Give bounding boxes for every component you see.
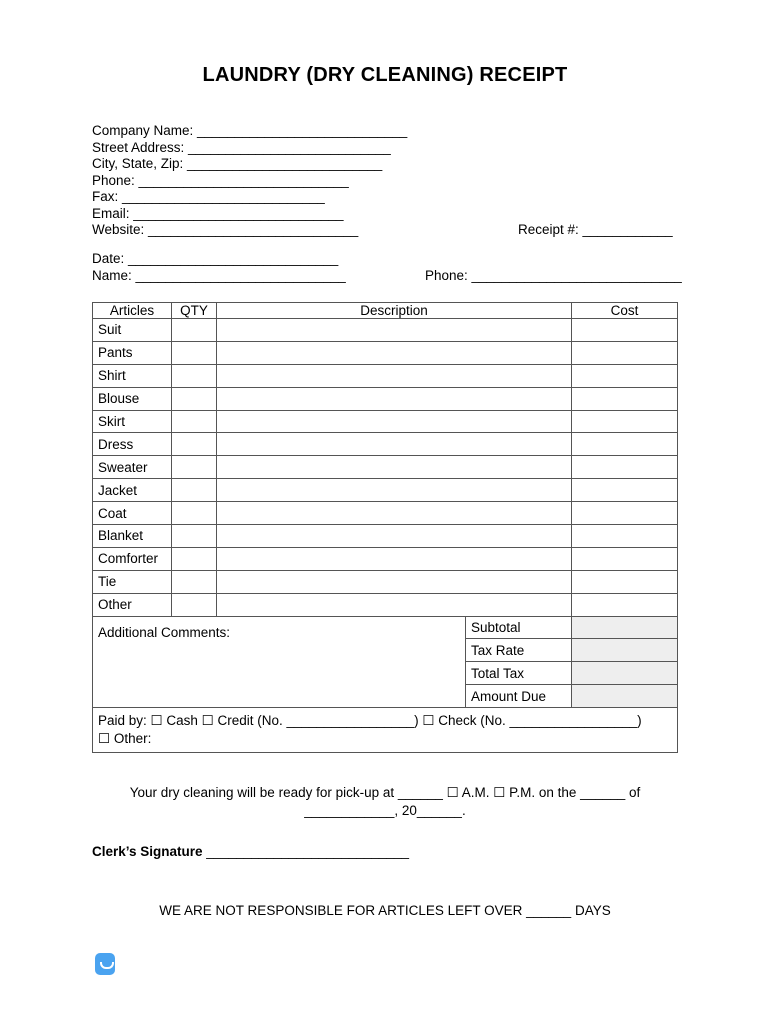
pickup-line-1: Your dry cleaning will be ready for pick-up at ______ ☐ A.M. ☐ P.M. on the ______ of [129, 785, 641, 800]
table-row [93, 433, 678, 456]
subtotal-value[interactable] [572, 616, 678, 639]
cost-cell[interactable] [572, 341, 678, 364]
qty-cell[interactable] [172, 547, 217, 570]
description-cell[interactable] [217, 593, 572, 616]
cost-cell[interactable] [572, 456, 678, 479]
cost-cell[interactable] [572, 387, 678, 410]
articles-table [92, 302, 678, 753]
article-label: Skirt [93, 410, 172, 433]
app-logo-icon [95, 953, 115, 975]
table-row [93, 387, 678, 410]
qty-cell[interactable] [172, 593, 217, 616]
cost-cell[interactable] [572, 570, 678, 593]
amount-due-value[interactable] [572, 685, 678, 708]
header-description: Description [217, 303, 572, 319]
article-label: Coat [93, 502, 172, 525]
qty-cell[interactable] [172, 387, 217, 410]
table-row [93, 570, 678, 593]
description-cell[interactable] [217, 502, 572, 525]
table-row [93, 502, 678, 525]
clerk-signature-line[interactable]: ___________________________ [202, 844, 410, 859]
date-field[interactable]: Date: ____________________________ [92, 251, 339, 266]
article-label: Tie [93, 570, 172, 593]
page-title: LAUNDRY (DRY CLEANING) RECEIPT [202, 64, 568, 86]
cost-cell[interactable] [572, 410, 678, 433]
description-cell[interactable] [217, 387, 572, 410]
description-cell[interactable] [217, 525, 572, 548]
header-qty: QTY [172, 303, 217, 319]
totals-row [93, 616, 678, 639]
cost-cell[interactable] [572, 319, 678, 342]
fax-field[interactable]: Fax: ___________________________ [92, 189, 325, 204]
description-cell[interactable] [217, 319, 572, 342]
subtotal-label: Subtotal [466, 616, 572, 639]
payment-row [93, 708, 678, 753]
street-address-field[interactable]: Street Address: ___________________________ [92, 140, 391, 155]
clerk-signature[interactable] [92, 844, 409, 859]
description-cell[interactable] [217, 364, 572, 387]
cost-cell[interactable] [572, 502, 678, 525]
cost-cell[interactable] [572, 479, 678, 502]
article-label: Shirt [93, 364, 172, 387]
tax-rate-value[interactable] [572, 639, 678, 662]
tax-rate-label: Tax Rate [466, 639, 572, 662]
amount-due-label: Amount Due [466, 685, 572, 708]
article-label: Pants [93, 341, 172, 364]
cost-cell[interactable] [572, 525, 678, 548]
article-label: Comforter [93, 547, 172, 570]
company-name-field[interactable]: Company Name: ____________________________ [92, 123, 408, 138]
table-header-row [93, 303, 678, 319]
paid-by-field[interactable] [93, 708, 678, 753]
description-cell[interactable] [217, 433, 572, 456]
description-cell[interactable] [217, 410, 572, 433]
qty-cell[interactable] [172, 479, 217, 502]
article-label: Dress [93, 433, 172, 456]
header-articles: Articles [93, 303, 172, 319]
email-field[interactable]: Email: ____________________________ [92, 206, 344, 221]
description-cell[interactable] [217, 570, 572, 593]
description-cell[interactable] [217, 341, 572, 364]
header-cost: Cost [572, 303, 678, 319]
table-row [93, 341, 678, 364]
article-label: Suit [93, 319, 172, 342]
table-row [93, 593, 678, 616]
article-label: Sweater [93, 456, 172, 479]
clerk-signature-label: Clerk’s Signature [92, 844, 203, 859]
article-label: Blouse [93, 387, 172, 410]
cost-cell[interactable] [572, 547, 678, 570]
qty-cell[interactable] [172, 364, 217, 387]
qty-cell[interactable] [172, 410, 217, 433]
cost-cell[interactable] [572, 433, 678, 456]
company-phone-field[interactable]: Phone: ____________________________ [92, 173, 349, 188]
article-label: Blanket [93, 525, 172, 548]
article-label: Other [93, 593, 172, 616]
qty-cell[interactable] [172, 433, 217, 456]
city-state-zip-field[interactable]: City, State, Zip: __________________________ [92, 156, 383, 171]
qty-cell[interactable] [172, 570, 217, 593]
table-row [93, 410, 678, 433]
qty-cell[interactable] [172, 525, 217, 548]
customer-phone-field[interactable]: Phone: ____________________________ [425, 268, 682, 283]
disclaimer: WE ARE NOT RESPONSIBLE FOR ARTICLES LEFT OVER ______ DAYS [159, 903, 611, 918]
table-row [93, 525, 678, 548]
website-field[interactable]: Website: ____________________________ [92, 222, 359, 237]
article-label: Jacket [93, 479, 172, 502]
description-cell[interactable] [217, 456, 572, 479]
qty-cell[interactable] [172, 319, 217, 342]
cost-cell[interactable] [572, 364, 678, 387]
pickup-line-2: ____________, 20______. [304, 803, 466, 818]
table-row [93, 319, 678, 342]
table-row [93, 479, 678, 502]
total-tax-value[interactable] [572, 662, 678, 685]
total-tax-label: Total Tax [466, 662, 572, 685]
description-cell[interactable] [217, 479, 572, 502]
customer-name-field[interactable]: Name: ____________________________ [92, 268, 346, 283]
additional-comments-field[interactable]: Additional Comments: [93, 616, 466, 708]
qty-cell[interactable] [172, 502, 217, 525]
table-row [93, 456, 678, 479]
table-row [93, 547, 678, 570]
receipt-number-field[interactable]: Receipt #: ____________ [518, 222, 673, 237]
qty-cell[interactable] [172, 341, 217, 364]
cost-cell[interactable] [572, 593, 678, 616]
paid-other-option[interactable]: ☐ Other: [98, 731, 152, 747]
table-row [93, 364, 678, 387]
description-cell[interactable] [217, 547, 572, 570]
qty-cell[interactable] [172, 456, 217, 479]
paid-by-options[interactable]: Paid by: ☐ Cash ☐ Credit (No. _________________) ☐ Check (No. _________________) [98, 713, 642, 729]
